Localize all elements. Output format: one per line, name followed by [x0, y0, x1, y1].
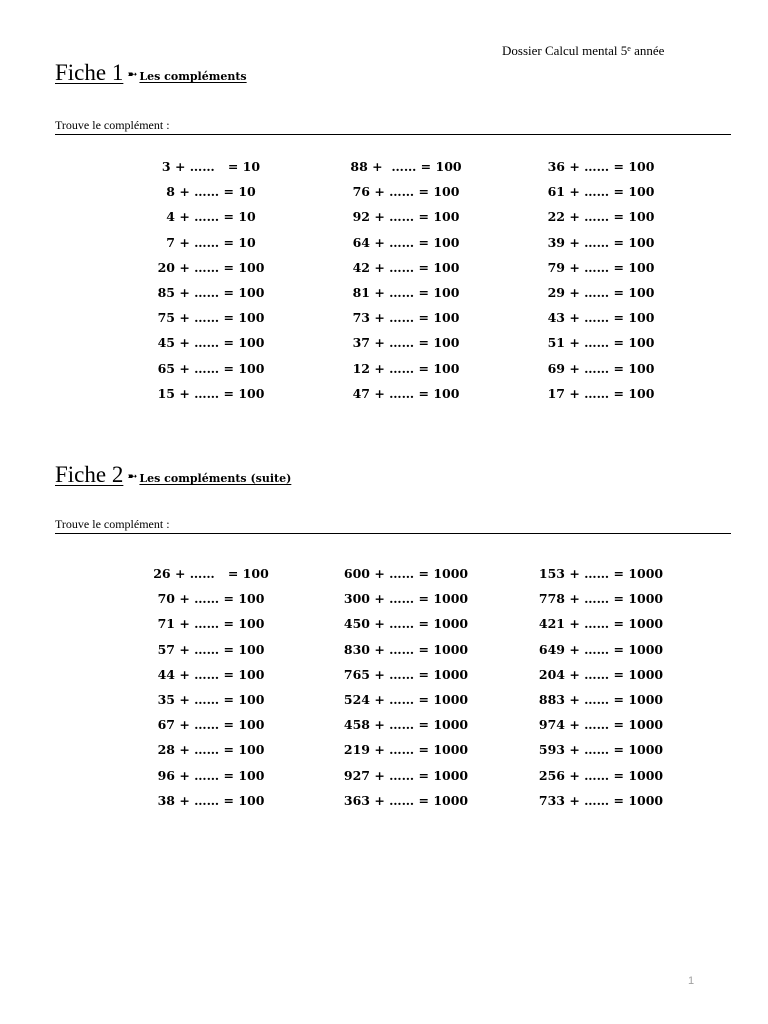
exercise-item: 67 + …… = 100: [157, 717, 265, 733]
header-prefix: Dossier Calcul mental 5: [502, 43, 628, 58]
exercise-item: 256 + …… = 1000: [538, 767, 664, 783]
exercise-item: 85 + …… = 100: [157, 285, 265, 300]
exercise-item: 7 + …… = 10: [166, 234, 256, 250]
fiche-1-instruction: Trouve le complément :: [55, 118, 731, 135]
exercise-item: 64 + …… = 100: [352, 234, 460, 250]
exercise-item: 65 + …… = 100: [157, 360, 265, 376]
exercise-item: 363 + …… = 1000: [343, 792, 469, 808]
exercise-item: 649 + …… = 1000: [538, 641, 664, 657]
fiche-2-title: [55, 462, 291, 488]
exercise-item: 35 + …… = 100: [157, 692, 265, 707]
exercise-item: 92 + …… = 100: [352, 209, 460, 225]
exercise-item: 219 + …… = 1000: [343, 742, 469, 758]
exercise-item: 79 + …… = 100: [547, 259, 655, 275]
exercise-item: 88 + …… = 100: [350, 159, 462, 174]
exercise-item: 12 + …… = 100: [352, 360, 460, 376]
exercise-item: 71 + …… = 100: [157, 616, 265, 632]
exercise-item: 15 + …… = 100: [157, 385, 265, 401]
exercise-item: 830 + …… = 1000: [343, 641, 469, 657]
exercise-item: 45 + …… = 100: [157, 335, 265, 351]
exercise-item: 42 + …… = 100: [352, 259, 460, 275]
exercise-item: 4 + …… = 10: [166, 209, 256, 225]
exercise-item: 450 + …… = 1000: [343, 616, 469, 632]
fiche-2-instruction: Trouve le complément :: [55, 517, 731, 534]
exercise-item: 44 + …… = 100: [157, 666, 265, 682]
exercise-item: 70 + …… = 100: [157, 591, 265, 607]
exercise-item: 17 + …… = 100: [547, 385, 655, 401]
exercise-item: 43 + …… = 100: [547, 310, 655, 326]
exercise-item: 20 + …… = 100: [157, 259, 265, 275]
exercise-item: 300 + …… = 1000: [343, 591, 469, 607]
exercise-item: 37 + …… = 100: [352, 335, 460, 351]
exercise-item: 974 + …… = 1000: [538, 717, 664, 733]
header-superscript: e: [627, 44, 631, 53]
fiche-1-name: Fiche 1: [55, 60, 124, 85]
arrow-icon: ➼: [127, 67, 138, 81]
exercise-item: 733 + …… = 1000: [538, 792, 664, 808]
exercise-item: 81 + …… = 100: [352, 285, 460, 300]
exercise-item: 26 + …… = 100: [153, 566, 269, 581]
exercise-item: 73 + …… = 100: [352, 310, 460, 326]
exercise-item: 927 + …… = 1000: [343, 767, 469, 783]
exercise-item: 36 + …… = 100: [547, 159, 655, 174]
exercise-item: 883 + …… = 1000: [538, 692, 664, 707]
exercise-item: 28 + …… = 100: [157, 742, 265, 758]
exercise-item: 458 + …… = 1000: [343, 717, 469, 733]
exercise-item: 765 + …… = 1000: [343, 666, 469, 682]
exercise-item: 69 + …… = 100: [547, 360, 655, 376]
fiche-1-subtitle: Les compléments: [139, 70, 247, 83]
exercise-item: 29 + …… = 100: [547, 285, 655, 300]
exercise-item: 47 + …… = 100: [352, 385, 460, 401]
fiche-2-name: Fiche 2: [55, 462, 124, 487]
exercise-item: 600 + …… = 1000: [343, 566, 469, 581]
exercise-item: 39 + …… = 100: [547, 234, 655, 250]
header-suffix: année: [630, 43, 665, 58]
exercise-item: 524 + …… = 1000: [343, 692, 469, 707]
exercise-item: 204 + …… = 1000: [538, 666, 664, 682]
exercise-item: 778 + …… = 1000: [538, 591, 664, 607]
exercise-item: 96 + …… = 100: [157, 767, 265, 783]
arrow-icon: ➼: [127, 469, 138, 483]
exercise-item: 75 + …… = 100: [157, 310, 265, 326]
exercise-item: 8 + …… = 10: [166, 184, 256, 200]
fiche-1-title: [55, 60, 247, 86]
exercise-item: 76 + …… = 100: [352, 184, 460, 200]
exercise-item: 153 + …… = 1000: [538, 566, 664, 581]
exercise-item: 421 + …… = 1000: [538, 616, 664, 632]
document-header: [502, 43, 664, 59]
exercise-item: 593 + …… = 1000: [538, 742, 664, 758]
exercise-item: 57 + …… = 100: [157, 641, 265, 657]
exercise-item: 61 + …… = 100: [547, 184, 655, 200]
exercise-item: 38 + …… = 100: [157, 792, 265, 808]
page-number: 1: [688, 975, 695, 987]
fiche-2-subtitle: Les compléments (suite): [139, 472, 292, 485]
exercise-item: 51 + …… = 100: [547, 335, 655, 351]
exercise-item: 3 + …… = 10: [161, 159, 261, 174]
exercise-item: 22 + …… = 100: [547, 209, 655, 225]
